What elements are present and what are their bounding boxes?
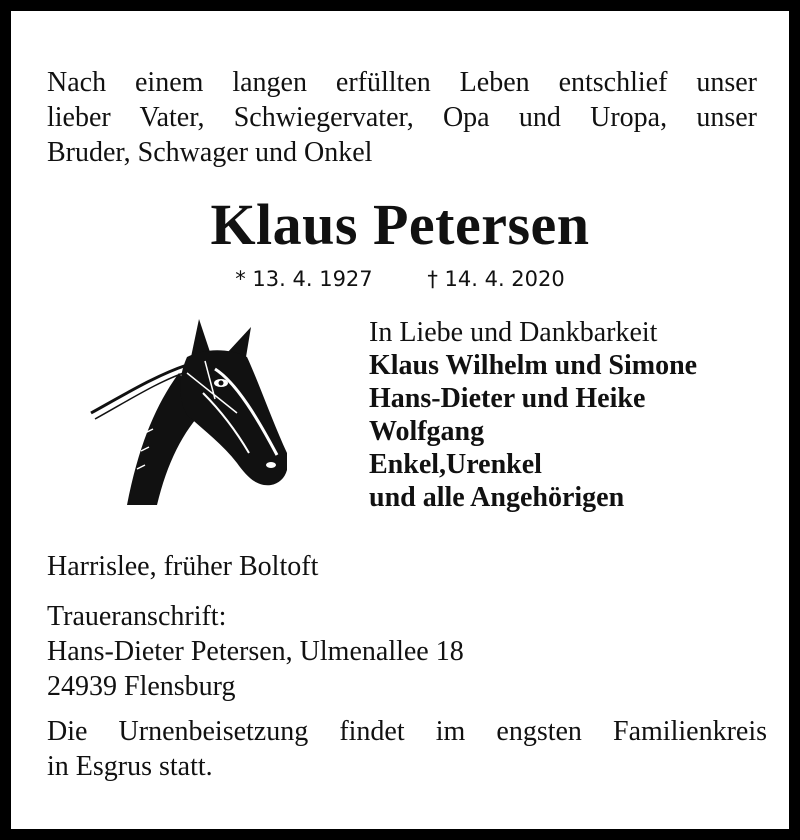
mourner-name: Hans-Dieter und Heike [369, 383, 646, 414]
intro-text [47, 65, 757, 170]
deceased-name: Klaus Petersen [210, 192, 590, 257]
intro-line-1: Nach einem langen erfüllten Leben entschlief unser [47, 67, 757, 98]
address-line-1: Hans-Dieter Petersen, Ulmenallee 18 [47, 636, 464, 667]
death-date: † 14. 4. 2020 [427, 267, 565, 291]
burial-line-1: Die Urnenbeisetzung findet im engsten Familienkreis [47, 716, 767, 747]
mourning-address [47, 599, 464, 704]
intro-line-2: lieber Vater, Schwiegervater, Opa und Uropa, unser [47, 102, 757, 133]
life-dates [11, 267, 789, 291]
mourner-name: Enkel,Urenkel [369, 449, 542, 480]
birth-date: * 13. 4. 1927 [235, 267, 373, 291]
mourner-name: Wolfgang [369, 416, 485, 447]
address-label: Traueranschrift: [47, 601, 227, 632]
place-line: Harrislee, früher Boltoft [47, 551, 319, 582]
mourner-name: und alle Angehörigen [369, 482, 625, 513]
horse-head-icon [87, 313, 287, 509]
mourners-lead: In Liebe und Dankbarkeit [369, 317, 658, 348]
mourners-block [369, 316, 769, 514]
intro-line-3: Bruder, Schwager und Onkel [47, 137, 373, 168]
burial-note [47, 714, 767, 784]
mourner-name: Klaus Wilhelm und Simone [369, 350, 698, 381]
burial-line-2: in Esgrus statt. [47, 751, 213, 782]
address-line-2: 24939 Flensburg [47, 671, 236, 702]
